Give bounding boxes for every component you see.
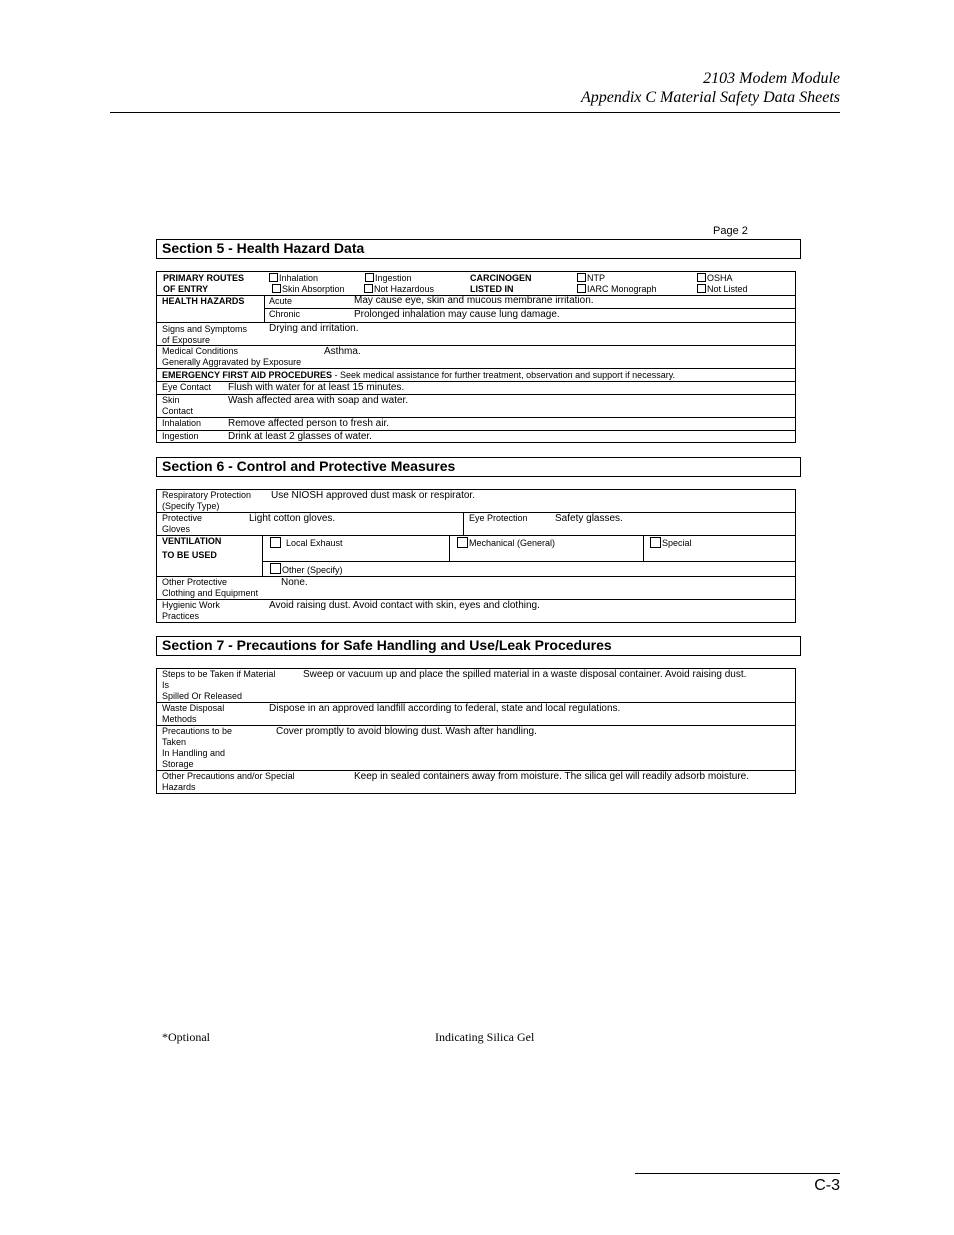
other-protective-label: Other Protective: [162, 577, 228, 587]
skin-contact-label-2: Contact: [162, 406, 194, 416]
eye-protection-label: Eye Protection: [469, 513, 528, 523]
not-listed-option: Not Listed: [707, 284, 748, 294]
header-title: 2103 Modem Module: [703, 70, 840, 87]
not-hazardous-option: Not Hazardous: [374, 284, 435, 294]
iarc-checkbox[interactable]: [577, 284, 586, 293]
chronic-value: Prolonged inhalation may cause lung damage.: [354, 309, 560, 320]
primary-routes-label: PRIMARY ROUTES: [163, 273, 245, 283]
osha-checkbox[interactable]: [697, 273, 706, 282]
steps-label-2: Is: [162, 680, 170, 690]
carcinogen-label: CARCINOGEN: [470, 273, 532, 283]
skin-absorption-checkbox[interactable]: [272, 284, 281, 293]
section6-title: Section 6 - Control and Protective Measures: [156, 457, 801, 477]
waste-label-2: Methods: [162, 714, 197, 724]
gloves-label-2: Gloves: [162, 524, 191, 534]
eye-contact-label: Eye Contact: [162, 382, 212, 392]
other-specify-checkbox[interactable]: [270, 563, 281, 574]
precautions-value: Cover promptly to avoid blowing dust. Wash after handling.: [276, 726, 537, 737]
osha-option: OSHA: [707, 273, 733, 283]
signs-value: Drying and irritation.: [269, 323, 359, 334]
resp-label-2: (Specify Type): [162, 501, 220, 511]
health-hazards-label: HEALTH HAZARDS: [162, 296, 245, 306]
header-subtitle: Appendix C Material Safety Data Sheets: [580, 89, 840, 106]
inhalation-label: Inhalation: [162, 418, 202, 428]
other-precautions-label-2: Hazards: [162, 782, 196, 792]
hygienic-value: Avoid raising dust. Avoid contact with skin, eyes and clothing.: [269, 600, 540, 611]
ingestion-label: Ingestion: [162, 431, 199, 441]
chronic-label: Chronic: [269, 309, 301, 319]
other-precautions-value: Keep in sealed containers away from moisture. The silica gel will readily adsorb moisture.: [354, 771, 749, 782]
other-protective-label-2: Clothing and Equipment: [162, 588, 259, 598]
other-protective-value: None.: [281, 577, 308, 588]
waste-value: Dispose in an approved landfill according to federal, state and local regulations.: [269, 703, 621, 714]
medical-label: Medical Conditions: [162, 346, 239, 356]
footnote-optional: *Optional: [162, 1030, 210, 1044]
mechanical-option: Mechanical (General): [469, 538, 556, 548]
ventilation-label: VENTILATION: [162, 536, 222, 546]
steps-value: Sweep or vacuum up and place the spilled material in a waste disposal container. Avoid raising dust.: [303, 669, 747, 680]
not-listed-checkbox[interactable]: [697, 284, 706, 293]
section5-title: Section 5 - Health Hazard Data: [156, 239, 801, 259]
footer-rule: [635, 1173, 840, 1174]
not-hazardous-checkbox[interactable]: [364, 284, 373, 293]
eye-contact-value: Flush with water for at least 15 minutes.: [228, 382, 405, 393]
acute-value: May cause eye, skin and mucous membrane irritation.: [354, 295, 594, 306]
hygienic-label-2: Practices: [162, 611, 200, 621]
resp-value: Use NIOSH approved dust mask or respirator.: [271, 490, 475, 501]
medical-label-2: Generally Aggravated by Exposure: [162, 357, 302, 367]
ntp-option: NTP: [587, 273, 605, 283]
inhalation-value: Remove affected person to fresh air.: [228, 418, 390, 429]
local-exhaust-checkbox[interactable]: [270, 537, 281, 548]
inhalation-checkbox[interactable]: [269, 273, 278, 282]
acute-label: Acute: [269, 296, 293, 306]
header-rule: [110, 112, 840, 113]
signs-label-2: of Exposure: [162, 335, 211, 345]
carcinogen-label-2: LISTED IN: [470, 284, 514, 294]
gloves-value: Light cotton gloves.: [249, 513, 336, 524]
ventilation-label-2: TO BE USED: [162, 550, 217, 560]
resp-label: Respiratory Protection: [162, 490, 252, 500]
section7-title: Section 7 - Precautions for Safe Handling and Use/Leak Procedures: [156, 636, 801, 656]
skin-absorption-option: Skin Absorption: [282, 284, 345, 294]
ingestion-checkbox[interactable]: [365, 273, 374, 282]
first-aid-bold: EMERGENCY FIRST AID PROCEDURES: [162, 370, 333, 380]
medical-value: Asthma.: [324, 346, 361, 357]
precautions-label-4: Storage: [162, 759, 194, 769]
primary-routes-label-2: OF ENTRY: [163, 284, 209, 294]
other-precautions-label: Other Precautions and/or Special: [162, 771, 295, 781]
ntp-checkbox[interactable]: [577, 273, 586, 282]
precautions-label-3: In Handling and: [162, 748, 226, 758]
first-aid-rest: - Seek medical assistance for further treatment, observation and support if necessary.: [332, 370, 676, 380]
precautions-label-2: Taken: [162, 737, 187, 747]
special-checkbox[interactable]: [650, 537, 661, 548]
steps-label-3: Spilled Or Released: [162, 691, 243, 701]
skin-contact-label: Skin: [162, 395, 180, 405]
special-option: Special: [662, 538, 692, 548]
mechanical-checkbox[interactable]: [457, 537, 468, 548]
waste-label: Waste Disposal: [162, 703, 225, 713]
skin-contact-value: Wash affected area with soap and water.: [228, 395, 409, 406]
hygienic-label: Hygienic Work: [162, 600, 220, 610]
page-number: C-3: [814, 1177, 840, 1194]
ingestion-option: Ingestion: [375, 273, 412, 283]
steps-label: Steps to be Taken if Material: [162, 669, 276, 679]
gloves-label: Protective: [162, 513, 203, 523]
other-specify-option: Other (Specify): [282, 565, 343, 575]
eye-protection-value: Safety glasses.: [555, 513, 623, 524]
local-exhaust-option: Local Exhaust: [286, 538, 343, 548]
iarc-option: IARC Monograph: [587, 284, 657, 294]
inhalation-option: Inhalation: [279, 273, 319, 283]
precautions-label: Precautions to be: [162, 726, 233, 736]
ingestion-value: Drink at least 2 glasses of water.: [228, 431, 372, 442]
page-label: Page 2: [713, 225, 748, 237]
signs-label: Signs and Symptoms: [162, 324, 248, 334]
footnote-silica: Indicating Silica Gel: [435, 1030, 535, 1044]
first-aid-heading: [162, 370, 675, 381]
